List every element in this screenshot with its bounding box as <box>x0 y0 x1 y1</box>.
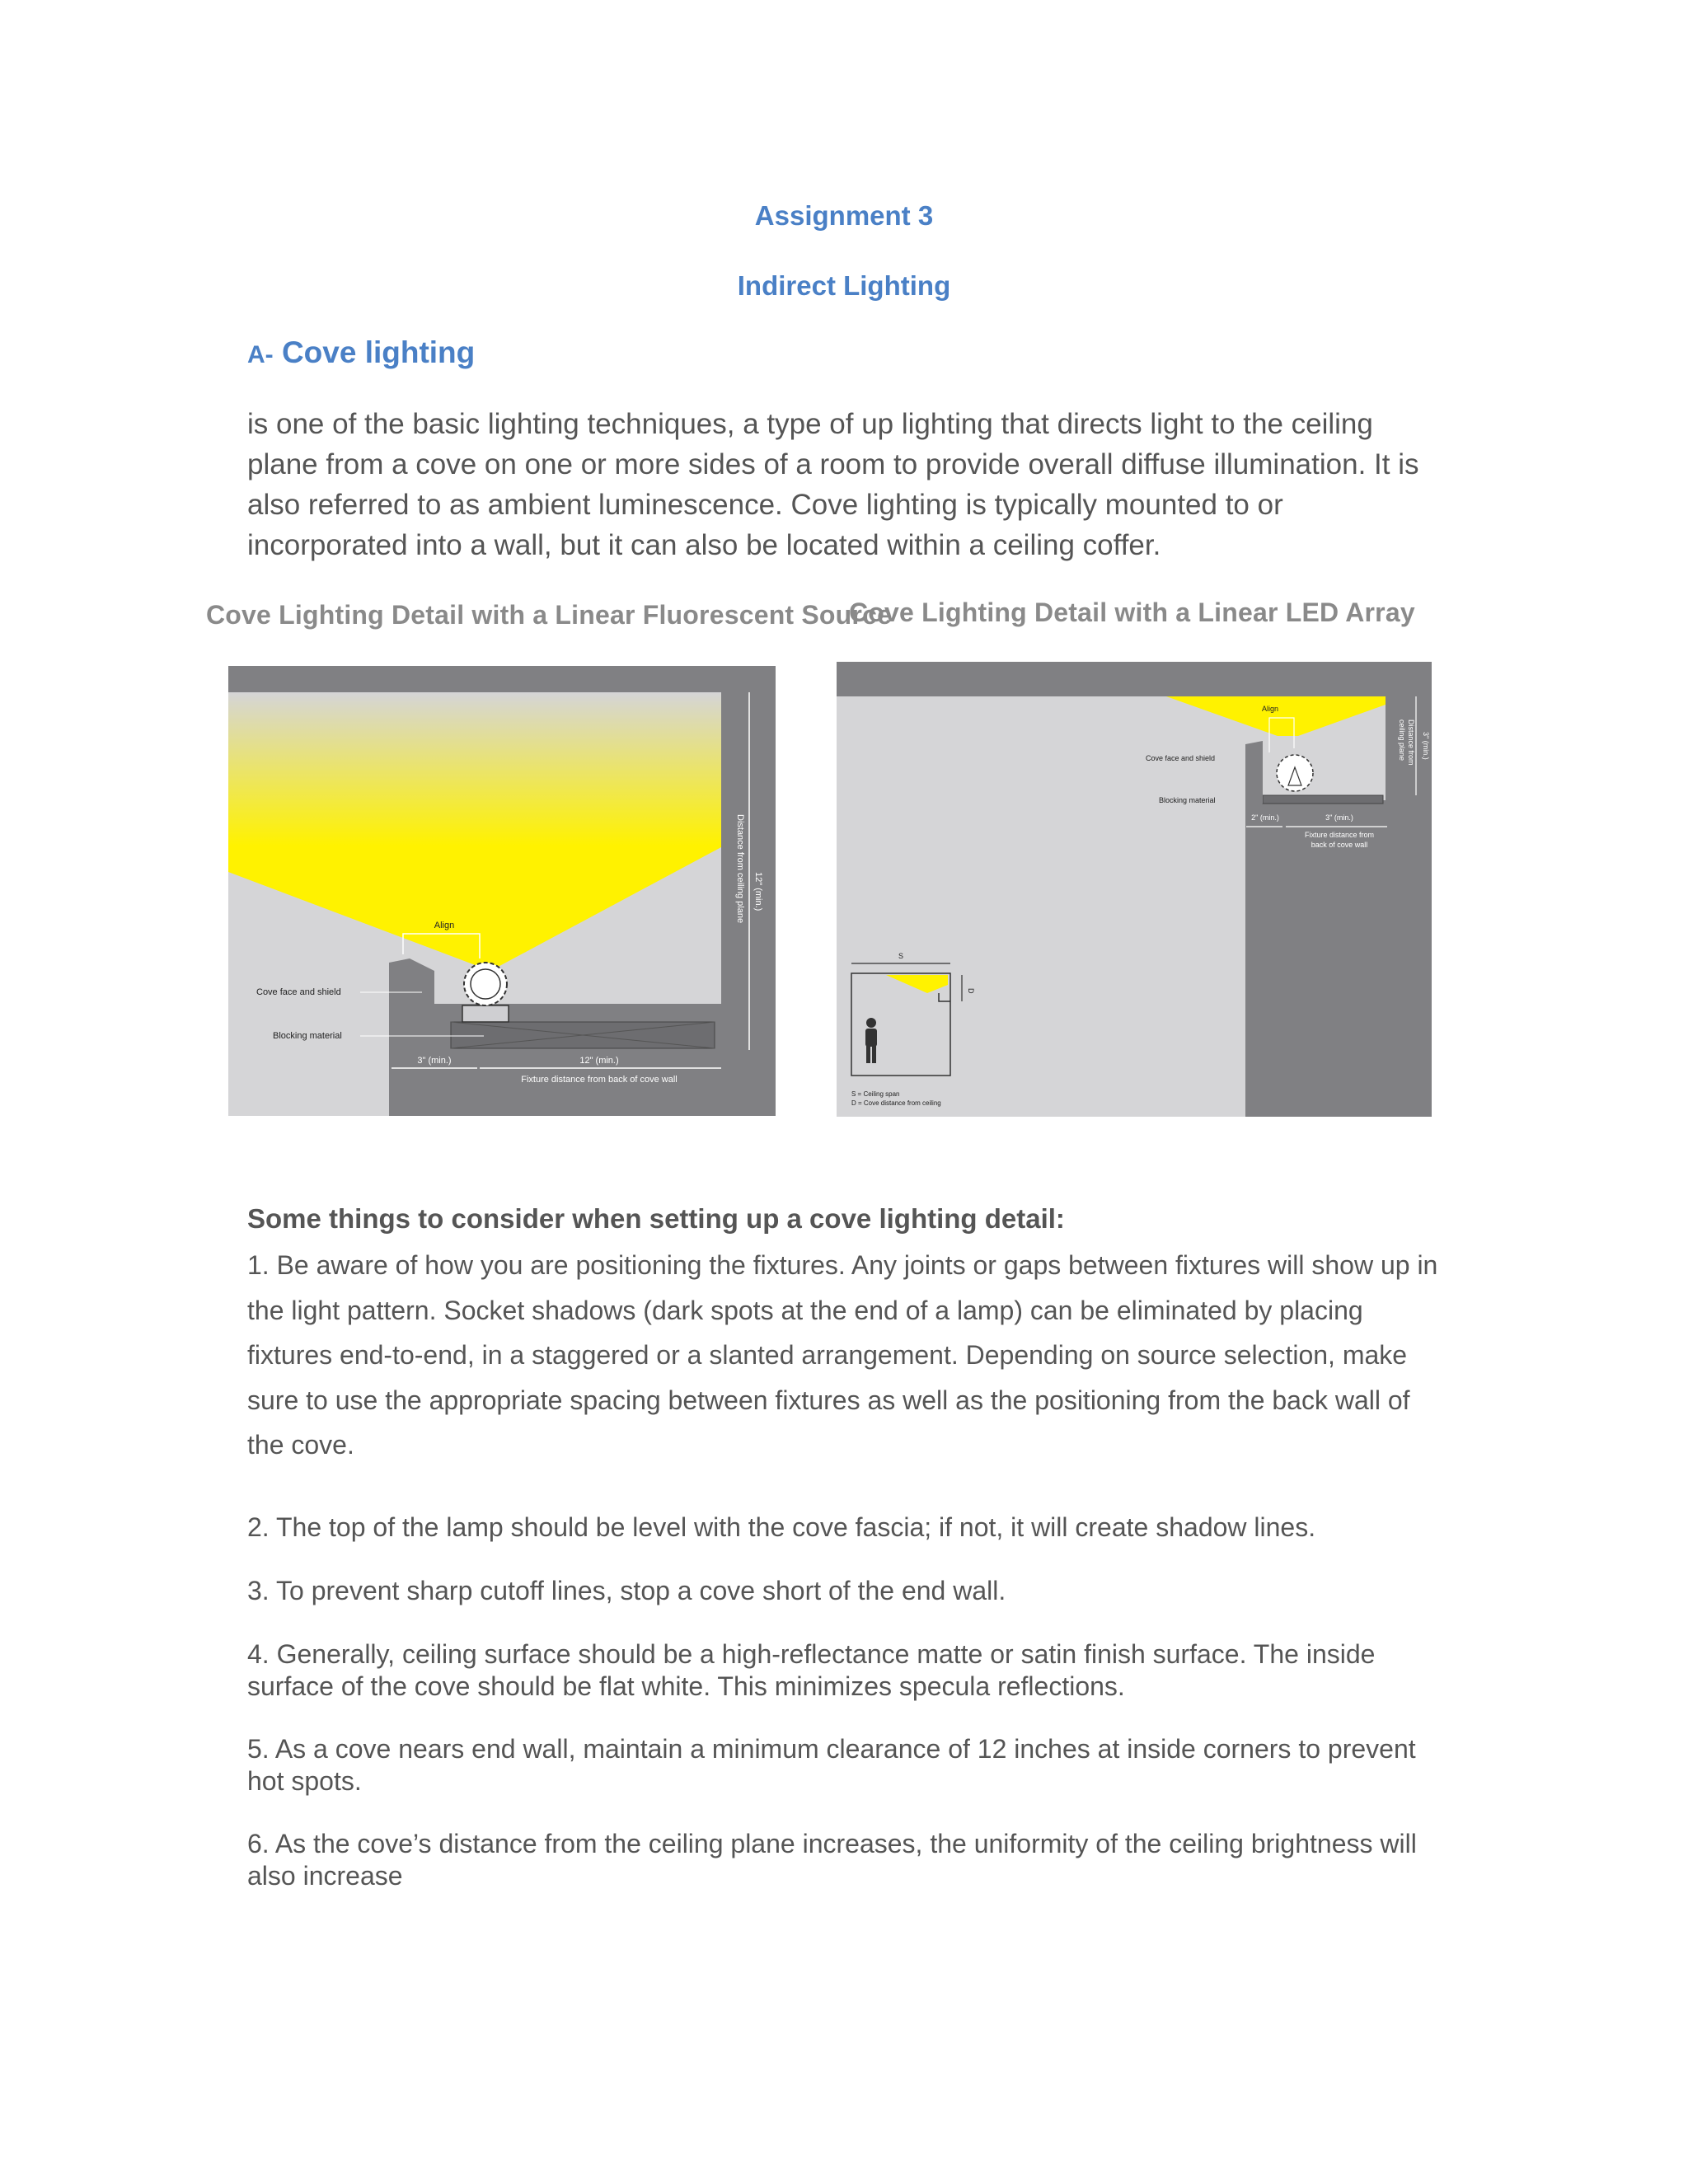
page-subtitle: Indirect Lighting <box>737 270 951 301</box>
consideration-item: 2. The top of the lamp should be level with the cove fascia; if not, it will create shadow lines. <box>247 1512 1316 1542</box>
page-title: Assignment 3 <box>754 200 934 231</box>
right-figure-caption: Cove Lighting Detail with a Linear LED Array <box>849 598 1415 627</box>
left-distance-ceiling-label: Distance from ceiling plane <box>735 814 745 924</box>
right-distance-ceiling-label-1: Distance from <box>1407 719 1415 766</box>
left-min12-label: 12" (min.) <box>579 1056 619 1066</box>
right-fixture-distance-label-1: Fixture distance from <box>1304 831 1375 839</box>
inset-s-label: S <box>898 952 904 960</box>
right-cove-face-label: Cove face and shield <box>1146 754 1216 762</box>
right-blocking <box>1263 795 1383 804</box>
right-distance-ceiling-label-2: ceiling plane <box>1398 719 1406 762</box>
section-heading-text: Cove lighting <box>281 335 476 369</box>
section-label: A- <box>247 341 274 368</box>
left-figure-caption: Cove Lighting Detail with a Linear Fluorescent Source <box>206 600 893 630</box>
left-lamp-core <box>471 969 500 999</box>
left-cove-face-label: Cove face and shield <box>256 987 341 997</box>
right-min3-label: 3" (min.) <box>1325 813 1353 822</box>
right-align-label: Align <box>1261 705 1279 713</box>
inset-legend-d: D = Cove distance from ceiling <box>851 1099 941 1107</box>
consideration-item: 3. To prevent sharp cutoff lines, stop a cove short of the end wall. <box>247 1576 1006 1605</box>
right-vertical-dim-label: 3" (min.) <box>1422 732 1430 760</box>
left-blocking-label: Blocking material <box>273 1031 342 1041</box>
right-blocking-label: Blocking material <box>1159 796 1216 804</box>
left-min3-label: 3" (min.) <box>417 1056 452 1066</box>
section-heading <box>247 335 475 370</box>
right-cove-diagram <box>837 662 1432 1117</box>
inset-legend-s: S = Ceiling span <box>851 1090 900 1098</box>
left-align-label: Align <box>434 921 455 930</box>
right-fixture-distance-label-2: back of cove wall <box>1311 841 1368 849</box>
right-min2-label: 2" (min.) <box>1251 813 1279 822</box>
inset-d-label: D <box>967 988 975 994</box>
consideration-item: 1. Be aware of how you are positioning the fixtures. Any joints or gaps between fixtures will show up in the light pattern. Socket shadows (dark spots at the end of a lamp) can be eliminated by placing fixtures end-to-end, in a staggered or a slanted arrangement. Depending on source selection, make sure to use the appropriate spacing between fixtures as well as the positioning from the back wall of the cove. <box>247 1250 1438 1460</box>
intro-paragraph: is one of the basic lighting techniques, a type of up lighting that directs light to the ceiling plane from a cove on one or more sides of a room to provide overall diffuse illumination. It is also referred to as ambient luminescence. Cove lighting is typically mounted to or incorporated into a wall, but it can also be located within a ceiling coffer. <box>247 408 1419 561</box>
consideration-item: 5. As a cove nears end wall, maintain a minimum clearance of 12 inches at inside corners to prevent hot spots. <box>247 1734 1416 1796</box>
consideration-item: 4. Generally, ceiling surface should be a high-reflectance matte or satin finish surface. The inside surface of the cove should be flat white. This minimizes specula reflections. <box>247 1639 1376 1701</box>
consideration-item: 6. As the cove’s distance from the ceiling plane increases, the uniformity of the ceiling brightness will also increase <box>247 1829 1417 1891</box>
left-fixture-base <box>462 1005 509 1022</box>
considerations-title: Some things to consider when setting up a cove lighting detail: <box>247 1203 1065 1234</box>
left-cove-diagram <box>228 666 776 1116</box>
left-vertical-dim-label: 12" (min.) <box>753 872 763 912</box>
left-fixture-distance-label: Fixture distance from back of cove wall <box>521 1075 678 1085</box>
